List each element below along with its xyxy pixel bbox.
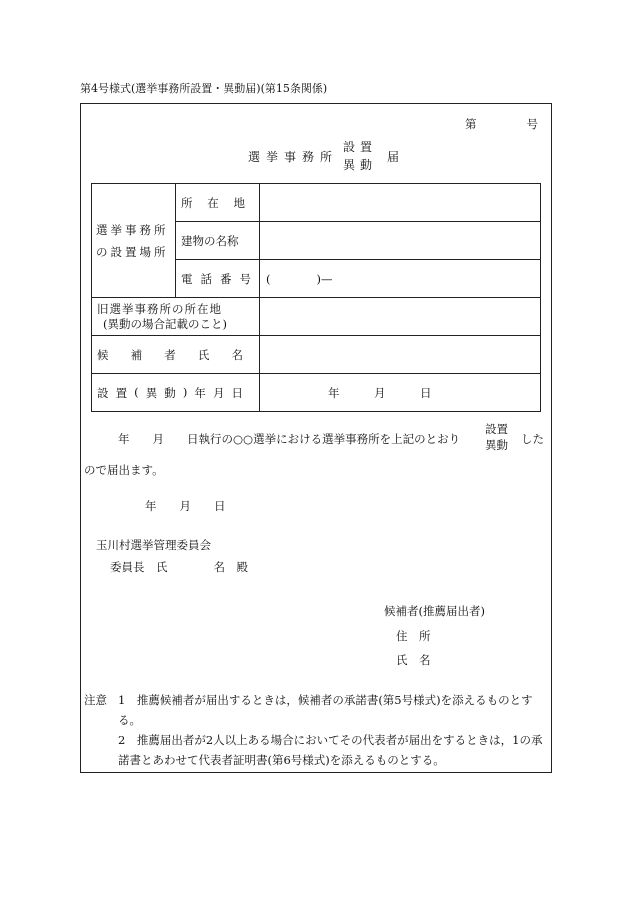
office-info-table: [91, 183, 541, 412]
date-label-char: 設: [97, 385, 109, 400]
note-item-1: 1 推薦候補者が届出するときは，候補者の承諾書(第5号様式)を添えるものとする。: [118, 693, 533, 727]
note-item-2: 2 推薦届出者が2人以上ある場合においてその代表者が届出をするときは，1の承諾書とあわせて代表者証明書(第6号様式)を添えるものとする。: [118, 733, 543, 767]
candidate-label-char: 者: [164, 347, 176, 362]
setup-date-value: 年 月 日: [328, 385, 432, 400]
declaration-text: 年 月 日執行の○○選挙における選挙事務所を上記のとおり: [118, 432, 461, 446]
declaration-continuation: ので届出ます。: [84, 463, 164, 477]
date-label-char: 異: [145, 385, 158, 400]
date-label-char: 年: [194, 385, 206, 400]
old-location-label: [92, 298, 260, 336]
table-row: [92, 336, 541, 374]
candidate-label-char: 名: [231, 347, 243, 362]
phone-label: [176, 260, 260, 298]
doc-number-suffix: 号: [526, 117, 538, 131]
phone-field[interactable]: ( )—: [260, 260, 541, 298]
applicant-name-label: 氏 名: [396, 653, 431, 667]
doc-number-prefix: 第: [465, 117, 477, 131]
declaration-option-setup: 設置: [485, 422, 508, 436]
building-name-field[interactable]: [260, 222, 541, 260]
location-field[interactable]: [260, 184, 541, 222]
table-row: [92, 298, 541, 336]
date-label-char: ): [182, 384, 188, 399]
location-label: [176, 184, 260, 222]
phone-label-char: 番: [220, 271, 232, 286]
heading-suffix: 届: [387, 150, 400, 164]
candidate-name-label: [92, 336, 260, 374]
date-label-char: 動: [164, 385, 176, 400]
group-label-line1: 選挙事務所: [96, 222, 169, 237]
date-label-char: 日: [231, 385, 243, 400]
heading-option-setup: 設置: [343, 140, 378, 154]
form-title: 第4号様式(選挙事務所設置・異動届)(第15条関係): [80, 82, 328, 95]
heading-option-change: 異動: [343, 158, 378, 172]
group-label-line2: の設置場所: [96, 244, 169, 259]
location-label-char: 在: [207, 195, 219, 210]
phone-label-char: 電: [181, 271, 193, 286]
date-label-char: 置: [115, 385, 128, 400]
old-location-label-line1: 旧選挙事務所の所在地: [97, 301, 222, 316]
candidate-label-char: 氏: [197, 347, 210, 362]
phone-label-char: 号: [239, 271, 251, 286]
applicant-address-label: 住 所: [396, 629, 431, 643]
table-row: [92, 374, 541, 412]
old-location-label-line2: (異動の場合記載のこと): [103, 316, 227, 331]
applicant-role: 候補者(推薦届出者): [384, 604, 485, 618]
table-row: [92, 184, 541, 222]
committee-name: 玉川村選挙管理委員会: [96, 538, 211, 552]
notes-heading: 注意: [84, 693, 107, 707]
location-label-char: 地: [233, 195, 245, 210]
building-name-label: 建物の名称: [176, 222, 260, 260]
submission-date: 年 月 日: [145, 499, 226, 513]
candidate-label-char: 補: [130, 347, 143, 362]
location-label-char: 所: [181, 195, 193, 210]
declaration-option-change: 異動: [485, 438, 508, 452]
addressee-line: 委員長 氏 名 殿: [110, 560, 248, 574]
old-location-field[interactable]: [260, 298, 541, 336]
setup-date-label: [92, 374, 260, 412]
candidate-label-char: 候: [97, 347, 109, 362]
date-label-char: 月: [212, 385, 225, 400]
office-location-group-label: [92, 184, 176, 298]
date-label-char: (: [134, 384, 139, 399]
declaration-suffix: した: [521, 432, 544, 446]
phone-label-char: 話: [200, 271, 212, 286]
document-number: [465, 116, 538, 132]
heading-main: 選挙事務所: [248, 150, 339, 164]
candidate-name-field[interactable]: [260, 336, 541, 374]
setup-date-field[interactable]: [260, 374, 541, 412]
